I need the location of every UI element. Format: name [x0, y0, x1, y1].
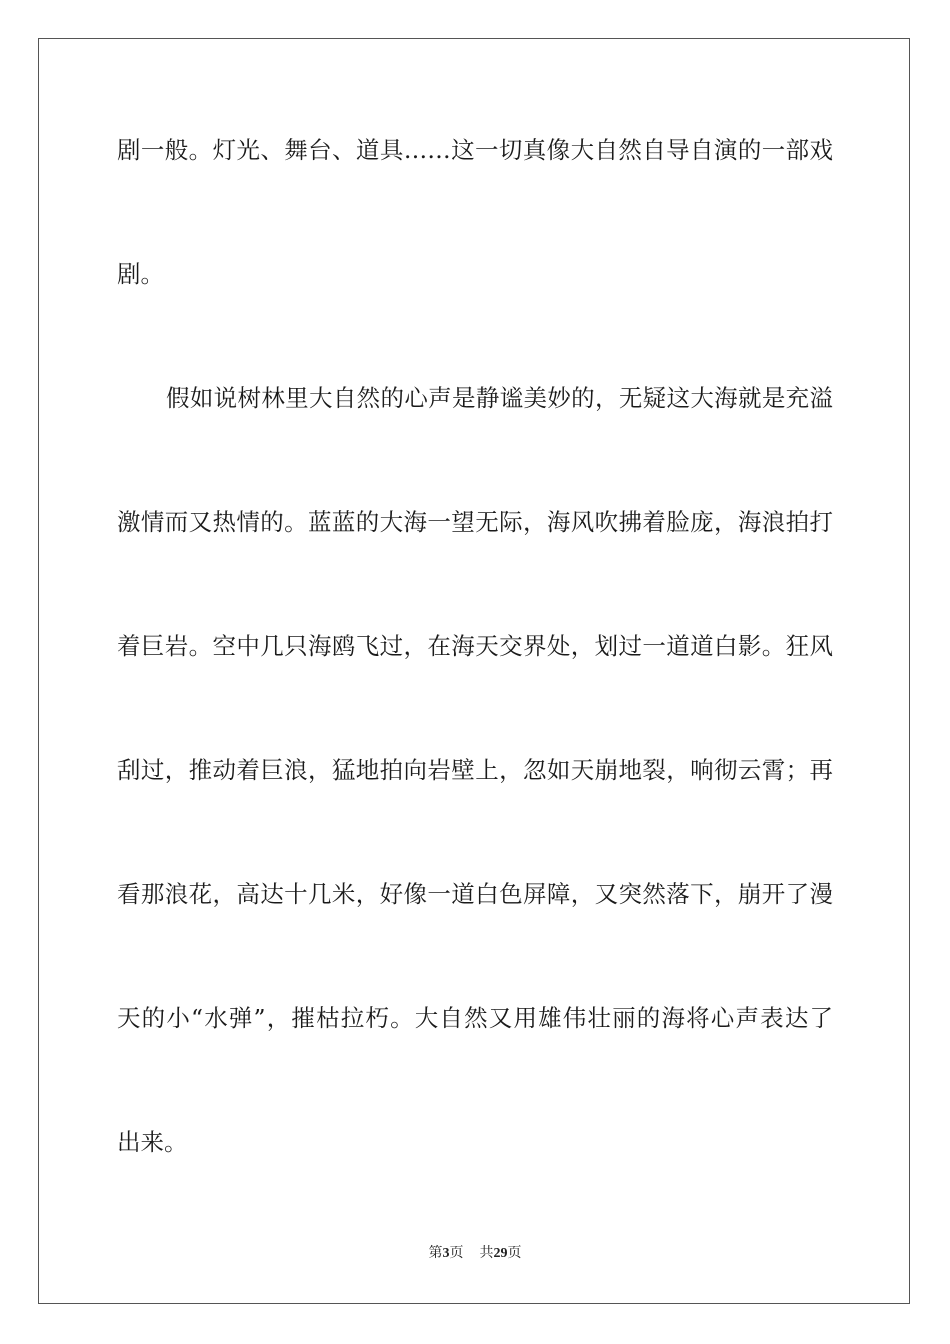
body-line-3: 假如说树林里大自然的心声是静谧美妙的，无疑这大海就是充溢 [166, 384, 833, 412]
body-line-5: 着巨岩。空中几只海鸥飞过，在海天交界处，划过一道道白影。狂风 [117, 632, 833, 660]
body-line-1: 剧一般。灯光、舞台、道具……这一切真像大自然自导自演的一部戏 [117, 136, 833, 164]
total-suffix: 页 [507, 1245, 522, 1261]
page-number: 3 [442, 1246, 450, 1261]
page-suffix: 页 [449, 1245, 464, 1261]
body-line-6: 刮过，推动着巨浪，猛地拍向岩壁上，忽如天崩地裂，响彻云霄；再 [117, 756, 833, 784]
total-prefix: 共 [479, 1245, 494, 1261]
total-pages: 29 [493, 1246, 508, 1261]
body-line-4: 激情而又热情的。蓝蓝的大海一望无际，海风吹拂着脸庞，海浪拍打 [117, 508, 833, 536]
body-line-2: 剧。 [117, 260, 164, 288]
body-line-7: 看那浪花，高达十几米，好像一道白色屏障，又突然落下，崩开了漫 [117, 880, 833, 908]
page-border [38, 38, 910, 1304]
page-prefix: 第 [428, 1245, 443, 1261]
body-line-9: 出来。 [117, 1128, 188, 1156]
page-footer [0, 1244, 950, 1263]
body-line-8: 天的小“水弹”，摧枯拉朽。大自然又用雄伟壮丽的海将心声表达了 [117, 1004, 833, 1032]
